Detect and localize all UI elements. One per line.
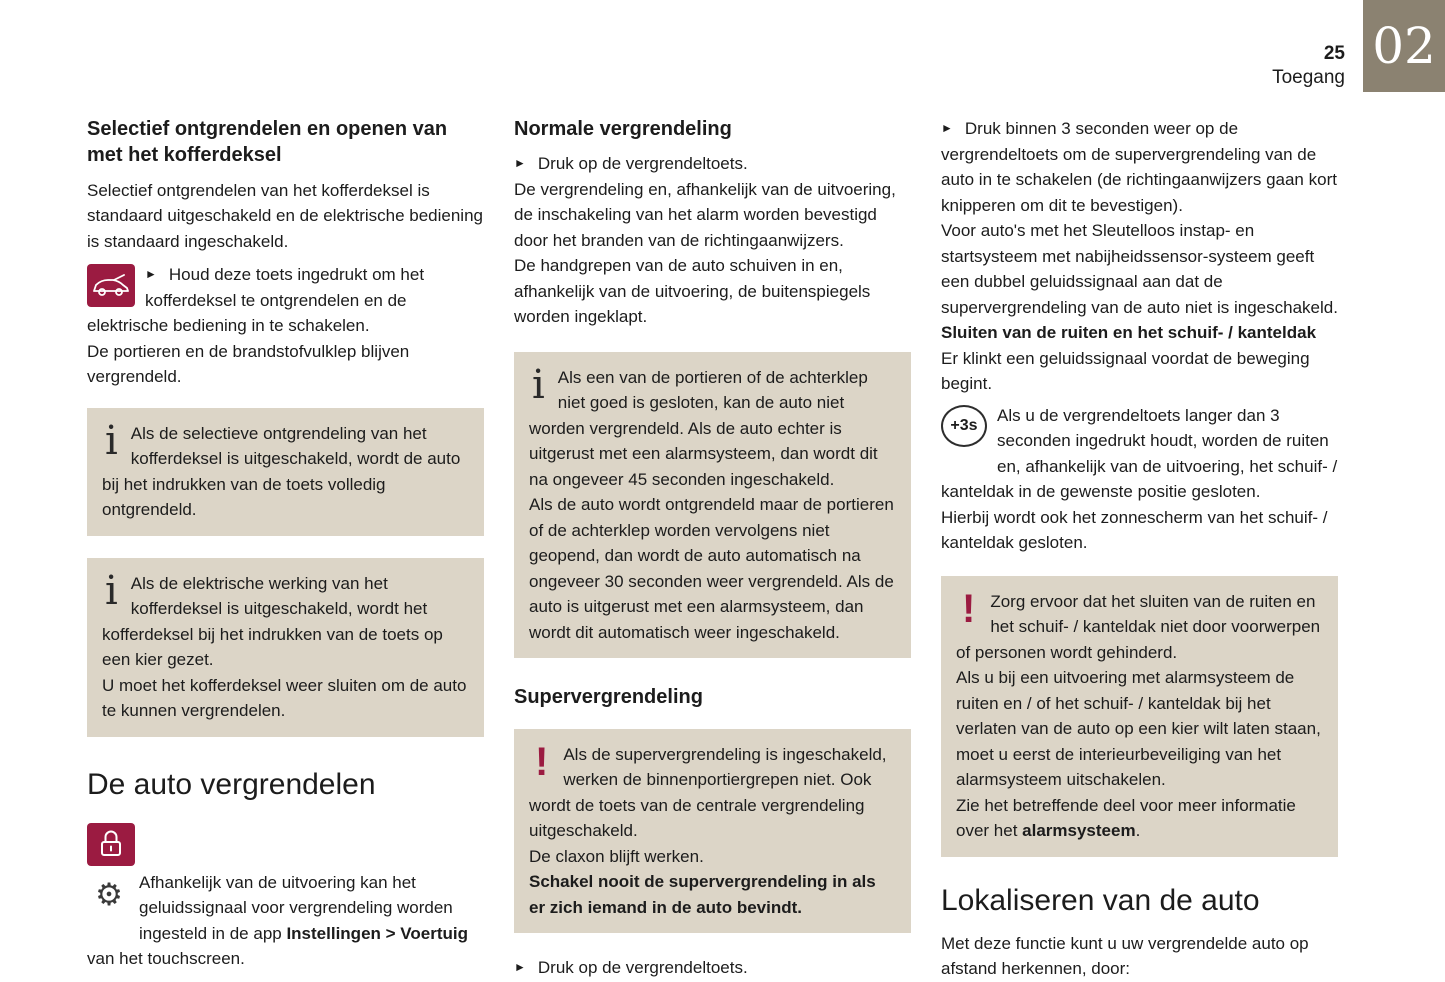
hold-3-seconds-icon: +3s bbox=[941, 405, 987, 447]
triangle-bullet-icon: ► bbox=[514, 960, 526, 975]
triangle-bullet-icon: ► bbox=[941, 121, 953, 135]
info-box bbox=[514, 352, 911, 659]
info-icon: i bbox=[105, 417, 118, 464]
lock-sound-settings bbox=[87, 870, 484, 972]
paragraph: Als u bij een uitvoering met alarmsysteem de ruiten en / of het schuif- / kanteldak bij het verlaten van de auto op een kier wilt laten staan, moet u eerst de interieurbeveiliging van het alarmsysteem uitschakelen. bbox=[956, 668, 1321, 789]
paragraph: Als de supervergrendeling is ingeschakeld, werken de binnenportiergrepen niet. Ook wordt de toets van de centrale vergrendeling uitgeschakeld. bbox=[529, 744, 887, 841]
info-icon: i bbox=[105, 567, 118, 614]
paragraph: U moet het kofferdeksel weer sluiten om de auto te kunnen vergrendelen. bbox=[102, 675, 467, 721]
page-columns bbox=[87, 116, 1338, 982]
paragraph: De handgrepen van de auto schuiven in en, afhankelijk van de uitvoering, de buitenspiegels worden ingeklapt. bbox=[514, 256, 871, 327]
paragraph: Als de elektrische werking van het kofferdeksel is uitgeschakeld, wordt het kofferdeksel bij het indrukken van de toets op een kier gezet. bbox=[102, 573, 443, 670]
paragraph: ► Druk binnen 3 seconden weer op de vergrendeltoets om de supervergrendeling van de auto in te schakelen (de richtingaanwijzers gaan kort knipperen om dit te bevestigen). bbox=[941, 119, 1337, 215]
lock-button-icon bbox=[87, 823, 135, 866]
section-heading-vergrendelen: De auto vergrendelen bbox=[87, 767, 376, 801]
warning-box bbox=[514, 729, 911, 934]
paragraph: De claxon blijft werken. bbox=[529, 846, 704, 866]
subheading-sluiten-ruiten: Sluiten van de ruiten en het schuif- / kanteldak bbox=[941, 323, 1317, 342]
paragraph: Voor auto's met het Sleutelloos instap- en startsysteem met nabijheidssensor-systeem geeft een dubbel geluidssignaal aan dat de supervergrendeling van de auto niet is ingeschakeld. bbox=[941, 221, 1338, 317]
trunk-release-icon bbox=[87, 264, 135, 307]
chapter-tab bbox=[1363, 0, 1445, 92]
warning-icon: ! bbox=[535, 739, 549, 784]
paragraph: Als u de vergrendeltoets langer dan 3 seconden ingedrukt houdt, worden de ruiten en, afhankelijk van de uitvoering, het schuif- / kanteldak in de gewenste positie gesloten. bbox=[941, 405, 1338, 501]
page-meta bbox=[1272, 42, 1345, 90]
chapter-title: Toegang bbox=[1272, 66, 1345, 88]
paragraph: Zie het betreffende deel voor meer informatie over het alarmsysteem. bbox=[956, 795, 1296, 840]
section-heading-normale: Normale vergrendeling bbox=[514, 118, 732, 140]
paragraph: Als de selectieve ontgrendeling van het kofferdeksel is uitgeschakeld, wordt de auto bij het indrukken van de toets volledig ontgrendeld. bbox=[102, 423, 461, 520]
paragraph: Als de auto wordt ontgrendeld maar de portieren of de achterklep worden vervolgens niet geopend, dan wordt de auto automatisch na ongeveer 30 seconden weer vergrendeld. Als de auto is uitgerust met een alarmsysteem, dan wordt dit automatisch weer ingeschakeld. bbox=[529, 495, 894, 642]
settings-path: Instellingen > Voertuig bbox=[286, 923, 468, 943]
column-left bbox=[87, 116, 484, 982]
chapter-number: 02 bbox=[1372, 17, 1436, 75]
paragraph: ► Druk op de vergrendeltoets. bbox=[514, 154, 748, 174]
info-icon: i bbox=[532, 361, 545, 408]
column-middle bbox=[514, 116, 911, 982]
paragraph: Afhankelijk van de uitvoering kan het geluidssignaal voor vergrendeling worden ingesteld in de app Instellingen > Voertuig van het touchscreen. bbox=[87, 872, 468, 969]
page-number: 25 bbox=[1323, 43, 1345, 64]
warning-box bbox=[941, 576, 1338, 857]
info-box bbox=[87, 558, 484, 737]
warning-icon: ! bbox=[962, 586, 976, 631]
paragraph: Hierbij wordt ook het zonnescherm van het schuif- / kanteldak gesloten. bbox=[941, 507, 1328, 552]
info-box bbox=[87, 408, 484, 536]
trunk-release-instruction bbox=[87, 262, 484, 339]
section-heading-selectief: Selectief ontgrendelen en openen van met het kofferdeksel bbox=[87, 118, 448, 167]
paragraph: Met deze functie kunt u uw vergrendelde auto op afstand herkennen, door: bbox=[941, 933, 1309, 978]
column-right bbox=[941, 116, 1338, 982]
triangle-bullet-icon: ► bbox=[514, 156, 526, 171]
paragraph: ► Druk op de vergrendeltoets. bbox=[514, 958, 748, 978]
paragraph: Als een van de portieren of de achterklep niet goed is gesloten, kan de auto niet worden vergrendeld. Als de auto echter is uitgerust met een alarmsysteem, dan wordt dit na ongeveer 45 seconden ingeschakeld. bbox=[529, 367, 878, 489]
paragraph: Selectief ontgrendelen van het kofferdeksel is standaard uitgeschakeld en de elektrische bediening is standaard ingeschakeld. bbox=[87, 180, 483, 251]
paragraph: De vergrendeling en, afhankelijk van de uitvoering, de inschakeling van het alarm worden bevestigd door het branden van de richtingaanwijzers. bbox=[514, 179, 896, 250]
paragraph: Zorg ervoor dat het sluiten van de ruiten en het schuif- / kanteldak niet door voorwerpen of personen wordt gehinderd. bbox=[956, 591, 1321, 662]
section-heading-lokaliseren: Lokaliseren van de auto bbox=[941, 883, 1260, 917]
paragraph: Er klinkt een geluidssignaal voordat de beweging begint. bbox=[941, 348, 1310, 393]
hold-3-seconds-instruction bbox=[941, 403, 1338, 505]
paragraph: De portieren en de brandstofvulklep blijven vergrendeld. bbox=[87, 341, 410, 387]
paragraph: ► Houd deze toets ingedrukt om het kofferdeksel te ontgrendelen en de elektrische bediening in te schakelen. bbox=[87, 265, 425, 336]
paragraph-important: Schakel nooit de supervergrendeling in als er zich iemand in de auto bevindt. bbox=[529, 872, 876, 917]
triangle-bullet-icon: ► bbox=[145, 267, 157, 282]
gear-icon: ⚙ bbox=[95, 876, 123, 913]
section-heading-supervergrendeling: Supervergrendeling bbox=[514, 686, 703, 709]
